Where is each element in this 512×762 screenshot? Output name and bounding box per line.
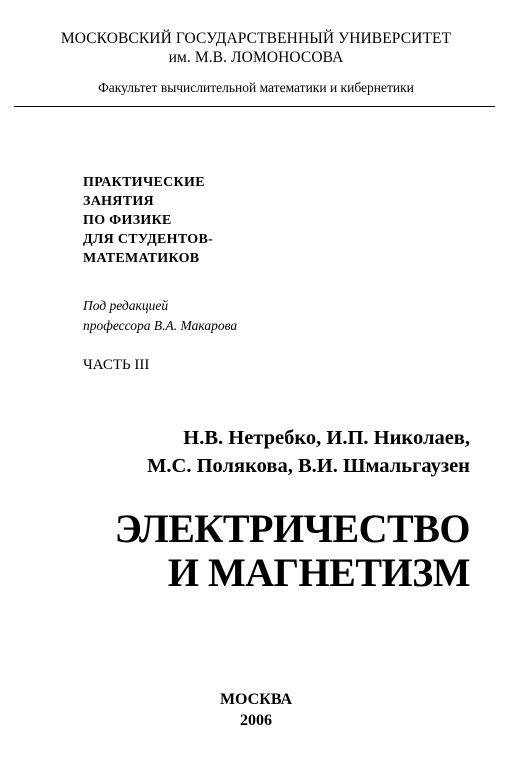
editor-credit bbox=[83, 296, 237, 336]
university-name bbox=[0, 29, 512, 67]
title-line-2: И МАГНЕТИЗМ bbox=[167, 550, 470, 595]
series-line: ДЛЯ СТУДЕНТОВ- bbox=[83, 232, 214, 247]
header-divider bbox=[14, 106, 495, 107]
editor-line-2: профессора В.А. Макарова bbox=[83, 318, 238, 333]
series-title bbox=[83, 173, 213, 268]
imprint-city: МОСКВА bbox=[219, 691, 293, 708]
imprint bbox=[0, 689, 512, 731]
series-line: ЗАНЯТИЯ bbox=[83, 194, 154, 209]
imprint-year: 2006 bbox=[240, 712, 272, 729]
series-line: ПО ФИЗИКЕ bbox=[83, 213, 172, 228]
editor-line-1: Под редакцией bbox=[83, 298, 169, 313]
part-number: ЧАСТЬ III bbox=[83, 357, 150, 373]
authors-line-1: Н.В. Нетребко, И.П. Николаев, bbox=[183, 427, 470, 449]
series-line: ПРАКТИЧЕСКИЕ bbox=[83, 175, 205, 190]
faculty-name: Факультет вычислительной математики и кибернетики bbox=[98, 80, 414, 95]
title-line-1: ЭЛЕКТРИЧЕСТВО bbox=[114, 506, 470, 551]
series-line: МАТЕМАТИКОВ bbox=[83, 251, 200, 266]
book-title bbox=[115, 507, 470, 595]
authors-line-2: М.С. Полякова, В.И. Шмальгаузен bbox=[147, 455, 470, 477]
authors bbox=[147, 424, 470, 480]
university-line-1: МОСКОВСКИЙ ГОСУДАРСТВЕННЫЙ УНИВЕРСИТЕТ bbox=[60, 30, 452, 47]
university-line-2: им. М.В. ЛОМОНОСОВА bbox=[168, 49, 344, 66]
